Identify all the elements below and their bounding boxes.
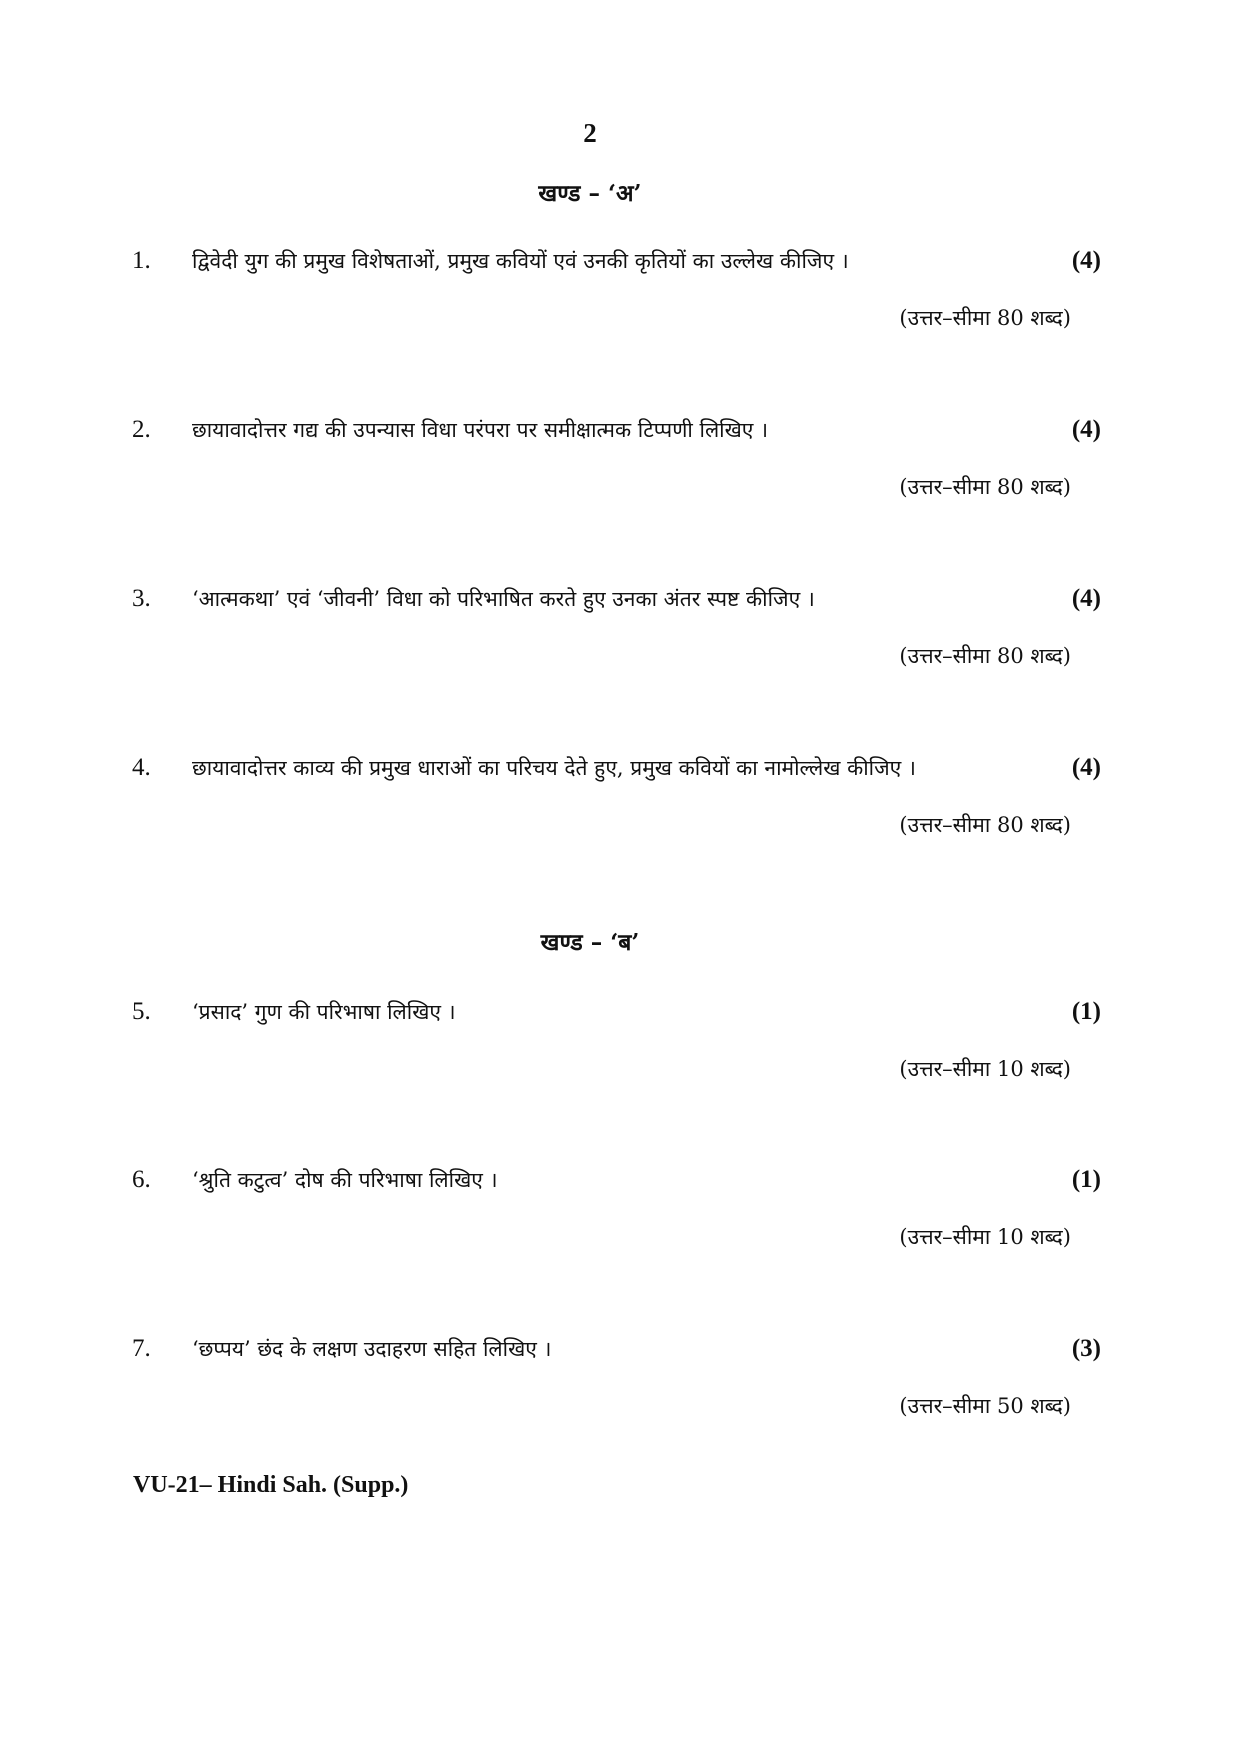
question-text: द्विवेदी युग की प्रमुख विशेषताओं, प्रमुख कवियों एवं उनकी कृतियों का उल्लेख कीजिए ।: [192, 249, 849, 273]
question-marks: (1): [1071, 1166, 1101, 1193]
question-number: 2.: [132, 416, 151, 443]
question-number: 3.: [132, 585, 151, 612]
question-number: 6.: [132, 1166, 151, 1193]
question-marks: (1): [1071, 998, 1101, 1025]
question-4: [0, 754, 1241, 794]
answer-word-limit-3: (उत्तर–सीमा 80 शब्द): [899, 644, 1071, 668]
question-number: 5.: [132, 998, 151, 1025]
question-number: 1.: [132, 247, 151, 274]
question-6: [0, 1166, 1241, 1206]
question-number: 4.: [132, 754, 151, 781]
question-1: [0, 247, 1241, 287]
question-text: ‘आत्मकथा’ एवं ‘जीवनी’ विधा को परिभाषित करते हुए उनका अंतर स्पष्ट कीजिए ।: [192, 587, 815, 611]
section-heading-b: खण्ड – ‘ब’: [540, 929, 640, 956]
question-text: ‘छप्पय’ छंद के लक्षण उदाहरण सहित लिखिए ।: [192, 1337, 552, 1361]
question-marks: (3): [1071, 1335, 1101, 1362]
question-marks: (4): [1071, 247, 1101, 274]
answer-word-limit-6: (उत्तर–सीमा 10 शब्द): [899, 1225, 1071, 1249]
answer-word-limit-1: (उत्तर–सीमा 80 शब्द): [899, 306, 1071, 330]
section-heading-a: खण्ड – ‘अ’: [538, 180, 642, 207]
question-text: छायावादोत्तर गद्य की उपन्यास विधा परंपरा पर समीक्षात्मक टिप्पणी लिखिए ।: [192, 418, 769, 442]
answer-word-limit-4: (उत्तर–सीमा 80 शब्द): [899, 813, 1071, 837]
question-text: ‘प्रसाद’ गुण की परिभाषा लिखिए ।: [192, 1000, 456, 1024]
answer-word-limit-5: (उत्तर–सीमा 10 शब्द): [899, 1057, 1071, 1081]
question-2: [0, 416, 1241, 456]
question-marks: (4): [1071, 416, 1101, 443]
page-number: 2: [583, 118, 597, 148]
question-marks: (4): [1071, 754, 1101, 781]
question-marks: (4): [1071, 585, 1101, 612]
question-3: [0, 585, 1241, 625]
paper-code-footer: VU-21– Hindi Sah. (Supp.): [133, 1472, 409, 1498]
question-number: 7.: [132, 1335, 151, 1362]
answer-word-limit-2: (उत्तर–सीमा 80 शब्द): [899, 475, 1071, 499]
question-5: [0, 998, 1241, 1038]
question-text: ‘श्रुति कटुत्व’ दोष की परिभाषा लिखिए ।: [192, 1168, 498, 1192]
answer-word-limit-7: (उत्तर–सीमा 50 शब्द): [899, 1394, 1071, 1418]
question-7: [0, 1335, 1241, 1375]
question-text: छायावादोत्तर काव्य की प्रमुख धाराओं का परिचय देते हुए, प्रमुख कवियों का नामोल्लेख कीजिए ।: [192, 756, 916, 780]
